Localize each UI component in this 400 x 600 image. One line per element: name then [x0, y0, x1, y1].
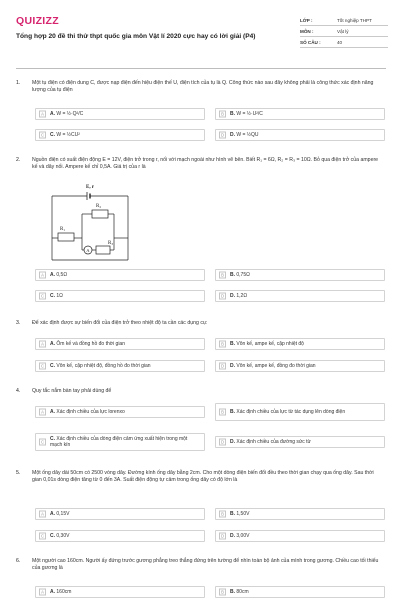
meta-row-class [300, 15, 388, 26]
option-c[interactable] [35, 129, 205, 141]
option-text: A. 160cm [50, 589, 72, 595]
question-number: 5. [16, 470, 21, 476]
option-b[interactable] [215, 508, 385, 520]
option-letter: D [220, 363, 225, 369]
option-b[interactable] [215, 108, 385, 120]
meta-table [300, 15, 388, 48]
question-number: 1. [16, 80, 21, 86]
meta-value: Vật lý [337, 28, 349, 34]
option-letter: D [220, 439, 225, 445]
resistor-r3 [96, 246, 110, 254]
question-text: Một tụ điện có điện dung C, được nạp điện đến hiệu điện thế U, điện tích của tụ là Q. Công thức nào sau đây không phải là công thức xác định năng lượng của tụ điện [32, 80, 374, 94]
option-letter: C [40, 363, 45, 369]
option-c[interactable] [35, 360, 205, 372]
option-c[interactable] [35, 290, 205, 302]
option-letter: D [220, 132, 225, 138]
option-text: B. Vôn kế, ampe kế, cặp nhiệt độ [230, 341, 304, 347]
option-letter: A [39, 111, 46, 118]
option-text: B. W = ½·U²/C [230, 111, 263, 117]
option-text: C. 0,30V [50, 533, 70, 539]
option-letter: C [40, 533, 45, 539]
option-letter: D [220, 293, 225, 299]
option-text: C. Xác định chiều của dòng điện cảm ứng xuất hiện trong một mạch kín [50, 435, 188, 448]
option-text: B. 1,50V [230, 511, 250, 517]
question-number: 4. [16, 388, 21, 394]
option-text: A. Xác định chiều của lực lorenxo [50, 409, 125, 415]
question-number: 3. [16, 320, 21, 326]
option-b[interactable] [215, 338, 385, 350]
resistor-r2 [92, 210, 108, 218]
option-letter: B [219, 511, 226, 518]
question-number: 6. [16, 558, 21, 564]
r1-label: R₁ [60, 227, 66, 232]
option-b[interactable] [215, 586, 385, 598]
option-a[interactable] [35, 269, 205, 281]
option-d[interactable] [215, 360, 385, 372]
ammeter-label: A [86, 247, 90, 253]
option-d[interactable] [215, 129, 385, 141]
option-letter: B [219, 409, 226, 416]
question-text: Nguồn điện có suất điện động E = 12V, điện trở trong r, nối với mạch ngoài như hình vẽ bên. Biết R₁ = 6Ω, R₂ = R₃ = 10Ω. Bỏ qua điện trở của ampere kế và dây nối. Ampere kế chỉ 0,5A. Giá trị của r là [32, 157, 379, 171]
option-b[interactable] [215, 403, 385, 421]
question-text: Quy tắc nắm bàn tay phải dùng để [32, 388, 112, 394]
question-number: 2. [16, 157, 21, 163]
option-text: A. Ôm kế và đồng hồ đo thời gian [50, 341, 125, 347]
option-text: D. 3,00V [230, 533, 250, 539]
option-text: D. W = ½QU [230, 132, 259, 138]
option-d[interactable] [215, 436, 385, 448]
meta-value: Tốt nghiệp THPT [337, 17, 372, 23]
option-letter: B [219, 111, 226, 118]
option-text: D. Xác định chiều của đường sức từ [230, 439, 311, 445]
meta-row-count [300, 37, 388, 48]
question-text: Một người cao 160cm. Người ấy đứng trước gương phẳng treo thẳng đứng trên tường để nhìn toàn bộ ảnh của mình trong gương. Chiều cao tối thiểu của gương là [32, 558, 379, 572]
option-letter: C [40, 293, 45, 299]
option-letter: B [219, 341, 226, 348]
quizizz-logo: QUIZIZZ [16, 15, 59, 27]
question-text: Để xác định được sự biến đổi của điện trở theo nhiệt độ ta cần các dụng cụ: [32, 320, 208, 326]
meta-value: 40 [337, 39, 343, 45]
meta-row-subject [300, 26, 388, 37]
option-letter: A [39, 409, 46, 416]
option-text: D. Vôn kế, ampe kế, đồng đo thời gian [230, 363, 316, 369]
option-a[interactable] [35, 406, 205, 418]
option-letter: A [39, 589, 46, 596]
option-letter: A [39, 341, 46, 348]
option-c[interactable] [35, 433, 205, 451]
option-letter: C [40, 132, 45, 138]
option-a[interactable] [35, 508, 205, 520]
option-text: C. 1Ω [50, 293, 63, 299]
option-d[interactable] [215, 290, 385, 302]
option-text: A. 0,5Ω [50, 272, 68, 278]
meta-key: SỐ CÂU : [300, 39, 321, 45]
option-a[interactable] [35, 338, 205, 350]
option-letter: C [40, 439, 45, 445]
header-divider [16, 68, 386, 69]
option-text: B. 0,75Ω [230, 272, 250, 278]
question-text: Một ống dây dài 50cm có 2500 vòng dây. Đường kính ống dây bằng 2cm. Cho một dòng điện biến đổi đều theo thời gian chạy qua ống dây. Sau thời gian 0,01s dòng điện tăng từ 0 đến 3A. Suất điện động tự cảm trong ống dây có độ lớn là [32, 470, 374, 484]
meta-key: LỚP : [300, 17, 313, 23]
option-text: C. W = ½CU² [50, 132, 80, 138]
circuit-diagram [40, 180, 140, 268]
option-b[interactable] [215, 269, 385, 281]
option-text: B. 80cm [230, 589, 249, 595]
option-letter: B [219, 272, 226, 279]
option-letter: D [220, 533, 225, 539]
meta-key: MÔN : [300, 28, 314, 34]
option-text: A. 0,15V [50, 511, 70, 517]
option-letter: A [39, 272, 46, 279]
option-d[interactable] [215, 530, 385, 542]
option-a[interactable] [35, 108, 205, 120]
option-c[interactable] [35, 530, 205, 542]
resistor-r1 [58, 233, 74, 241]
option-text: B. Xác định chiều của lực từ tác dụng lên dòng điện [230, 408, 346, 415]
worksheet-header [0, 0, 400, 70]
option-text: D. 1,2Ω [230, 293, 248, 299]
r2-label: R₂ [96, 204, 102, 209]
option-text: C. Vôn kế, cặp nhiệt độ, đồng hồ đo thời gian [50, 363, 151, 369]
source-label: E, r [86, 185, 95, 190]
option-letter: A [39, 511, 46, 518]
r3-label: R₃ [108, 241, 114, 246]
document-title: Tổng hợp 20 đề thi thử thpt quốc gia môn Vật lí 2020 cực hay có lời giải (P4) [16, 33, 256, 40]
option-text: A. W = ½·Q²/C [50, 111, 84, 117]
option-a[interactable] [35, 586, 205, 598]
option-letter: B [219, 589, 226, 596]
